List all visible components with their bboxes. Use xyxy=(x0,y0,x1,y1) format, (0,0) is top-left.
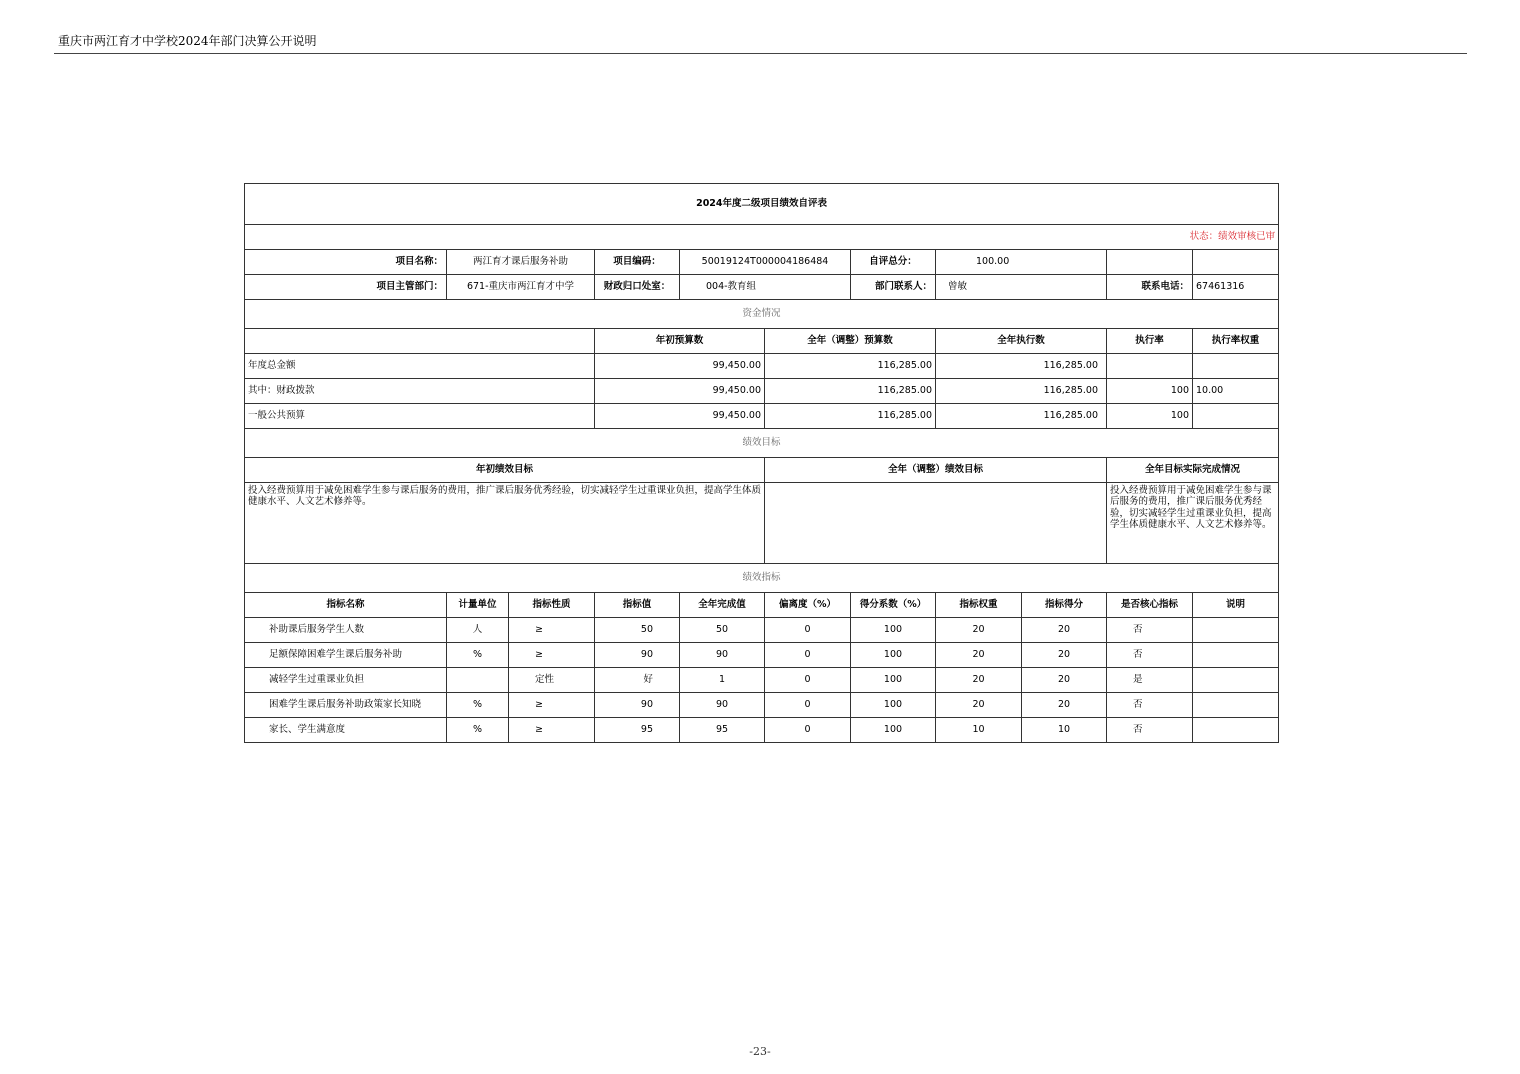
goals-header-initial: 年初绩效目标 xyxy=(245,458,765,483)
funds-header-blank xyxy=(245,329,595,354)
ind-header-target: 指标值 xyxy=(595,593,680,618)
ind-target: 50 xyxy=(595,618,680,643)
funds-row-executed: 116,285.00 xyxy=(936,379,1107,404)
ind-header-score: 指标得分 xyxy=(1022,593,1107,618)
funds-section-title: 资金情况 xyxy=(245,300,1279,329)
funds-row-name: 其中：财政拨款 xyxy=(245,379,595,404)
adjusted-goal-text xyxy=(765,483,1107,564)
phone-value: 67461316 xyxy=(1193,275,1279,300)
ind-header-core: 是否核心指标 xyxy=(1107,593,1193,618)
ind-actual: 90 xyxy=(680,643,765,668)
ind-nature: ≥ xyxy=(509,718,595,743)
dept-label: 项目主管部门： xyxy=(245,275,447,300)
ind-name: 减轻学生过重课业负担 xyxy=(245,668,447,693)
funds-row-adjusted: 116,285.00 xyxy=(765,404,936,429)
ind-unit: % xyxy=(447,718,509,743)
phone-label: 联系电话： xyxy=(1107,275,1193,300)
header-divider xyxy=(54,53,1467,54)
table-row xyxy=(245,643,1279,668)
performance-evaluation-table xyxy=(244,183,1279,743)
ind-header-note: 说明 xyxy=(1193,593,1279,618)
goals-section-title: 绩效目标 xyxy=(245,429,1279,458)
ind-actual: 1 xyxy=(680,668,765,693)
ind-unit: % xyxy=(447,643,509,668)
ind-deviation: 0 xyxy=(765,668,851,693)
funds-row-initial: 99,450.00 xyxy=(595,379,765,404)
ind-weight: 20 xyxy=(936,618,1022,643)
funds-row-weight: 10.00 xyxy=(1193,379,1279,404)
ind-header-deviation: 偏离度（%） xyxy=(765,593,851,618)
ind-note xyxy=(1193,618,1279,643)
ind-note xyxy=(1193,668,1279,693)
funds-row-rate: 100 xyxy=(1107,379,1193,404)
initial-goal-text: 投入经费预算用于减免困难学生参与课后服务的费用，推广课后服务优秀经验，切实减轻学生过重课业负担，提高学生体质健康水平、人文艺术修养等。 xyxy=(245,483,765,564)
ind-coef: 100 xyxy=(851,668,936,693)
ind-score: 20 xyxy=(1022,643,1107,668)
funds-row-initial: 99,450.00 xyxy=(595,404,765,429)
ind-score: 20 xyxy=(1022,668,1107,693)
self-score-value: 100.00 xyxy=(936,250,1107,275)
ind-coef: 100 xyxy=(851,643,936,668)
ind-nature: ≥ xyxy=(509,693,595,718)
status-badge: 绩效审核已审 xyxy=(1218,231,1276,243)
ind-weight: 20 xyxy=(936,693,1022,718)
ind-actual: 90 xyxy=(680,693,765,718)
funds-row xyxy=(245,354,1279,379)
indicators-section-title: 绩效指标 xyxy=(245,564,1279,593)
ind-header-actual: 全年完成值 xyxy=(680,593,765,618)
ind-nature: ≥ xyxy=(509,643,595,668)
funds-row-rate xyxy=(1107,354,1193,379)
project-name-value: 两江育才课后服务补助 xyxy=(447,250,595,275)
funds-header-executed: 全年执行数 xyxy=(936,329,1107,354)
goals-header-adjusted: 全年（调整）绩效目标 xyxy=(765,458,1107,483)
ind-weight: 20 xyxy=(936,668,1022,693)
ind-name: 家长、学生满意度 xyxy=(245,718,447,743)
ind-core: 否 xyxy=(1107,618,1193,643)
ind-deviation: 0 xyxy=(765,618,851,643)
ind-name: 补助课后服务学生人数 xyxy=(245,618,447,643)
ind-header-name: 指标名称 xyxy=(245,593,447,618)
ind-actual: 50 xyxy=(680,618,765,643)
funds-row-name: 一般公共预算 xyxy=(245,404,595,429)
funds-row-adjusted: 116,285.00 xyxy=(765,379,936,404)
ind-deviation: 0 xyxy=(765,693,851,718)
project-code-value: 50019124T000004186484 xyxy=(680,250,851,275)
ind-header-coef: 得分系数（%） xyxy=(851,593,936,618)
table-row xyxy=(245,693,1279,718)
ind-core: 是 xyxy=(1107,668,1193,693)
ind-target: 90 xyxy=(595,693,680,718)
ind-core: 否 xyxy=(1107,643,1193,668)
ind-coef: 100 xyxy=(851,718,936,743)
ind-deviation: 0 xyxy=(765,643,851,668)
ind-header-nature: 指标性质 xyxy=(509,593,595,618)
ind-coef: 100 xyxy=(851,693,936,718)
ind-score: 10 xyxy=(1022,718,1107,743)
funds-row-name: 年度总金额 xyxy=(245,354,595,379)
status-cell xyxy=(245,225,1279,250)
form-title: 2024年度二级项目绩效自评表 xyxy=(245,184,1279,225)
empty-cell xyxy=(1193,250,1279,275)
ind-name: 困难学生课后服务补助政策家长知晓 xyxy=(245,693,447,718)
ind-note xyxy=(1193,718,1279,743)
table-row xyxy=(245,618,1279,643)
self-score-label: 自评总分： xyxy=(851,250,936,275)
ind-target: 95 xyxy=(595,718,680,743)
ind-weight: 20 xyxy=(936,643,1022,668)
funds-row-executed: 116,285.00 xyxy=(936,404,1107,429)
table-row xyxy=(245,718,1279,743)
empty-cell xyxy=(1107,250,1193,275)
ind-note xyxy=(1193,693,1279,718)
ind-nature: ≥ xyxy=(509,618,595,643)
funds-row-weight xyxy=(1193,354,1279,379)
finance-office-value: 004-教育组 xyxy=(680,275,851,300)
funds-header-rate: 执行率 xyxy=(1107,329,1193,354)
ind-nature: 定性 xyxy=(509,668,595,693)
funds-header-weight: 执行率权重 xyxy=(1193,329,1279,354)
table-row xyxy=(245,668,1279,693)
ind-deviation: 0 xyxy=(765,718,851,743)
funds-row-executed: 116,285.00 xyxy=(936,354,1107,379)
ind-target: 90 xyxy=(595,643,680,668)
ind-name: 足额保障困难学生课后服务补助 xyxy=(245,643,447,668)
funds-row-weight xyxy=(1193,404,1279,429)
funds-header-adjusted: 全年（调整）预算数 xyxy=(765,329,936,354)
funds-row xyxy=(245,404,1279,429)
ind-score: 20 xyxy=(1022,693,1107,718)
ind-header-unit: 计量单位 xyxy=(447,593,509,618)
funds-row-rate: 100 xyxy=(1107,404,1193,429)
funds-row-initial: 99,450.00 xyxy=(595,354,765,379)
ind-coef: 100 xyxy=(851,618,936,643)
ind-core: 否 xyxy=(1107,718,1193,743)
goals-header-actual: 全年目标实际完成情况 xyxy=(1107,458,1279,483)
contact-label: 部门联系人： xyxy=(851,275,936,300)
ind-core: 否 xyxy=(1107,693,1193,718)
contact-value: 曾敏 xyxy=(936,275,1107,300)
status-label: 状态： xyxy=(1189,231,1219,243)
ind-score: 20 xyxy=(1022,618,1107,643)
page-number: -23- xyxy=(749,1045,771,1058)
ind-actual: 95 xyxy=(680,718,765,743)
ind-unit xyxy=(447,668,509,693)
finance-office-label: 财政归口处室： xyxy=(595,275,680,300)
ind-target: 好 xyxy=(595,668,680,693)
ind-weight: 10 xyxy=(936,718,1022,743)
ind-unit: % xyxy=(447,693,509,718)
project-name-label: 项目名称： xyxy=(245,250,447,275)
ind-header-weight: 指标权重 xyxy=(936,593,1022,618)
document-header-title: 重庆市两江育才中学校2024年部门决算公开说明 xyxy=(58,34,317,48)
ind-note xyxy=(1193,643,1279,668)
actual-completion-text: 投入经费预算用于减免困难学生参与课后服务的费用，推广课后服务优秀经验，切实减轻学生过重课业负担，提高学生体质健康水平、人文艺术修养等。 xyxy=(1107,483,1279,564)
funds-row-adjusted: 116,285.00 xyxy=(765,354,936,379)
dept-value: 671-重庆市两江育才中学 xyxy=(447,275,595,300)
project-code-label: 项目编码： xyxy=(595,250,680,275)
ind-unit: 人 xyxy=(447,618,509,643)
funds-row xyxy=(245,379,1279,404)
funds-header-initial: 年初预算数 xyxy=(595,329,765,354)
